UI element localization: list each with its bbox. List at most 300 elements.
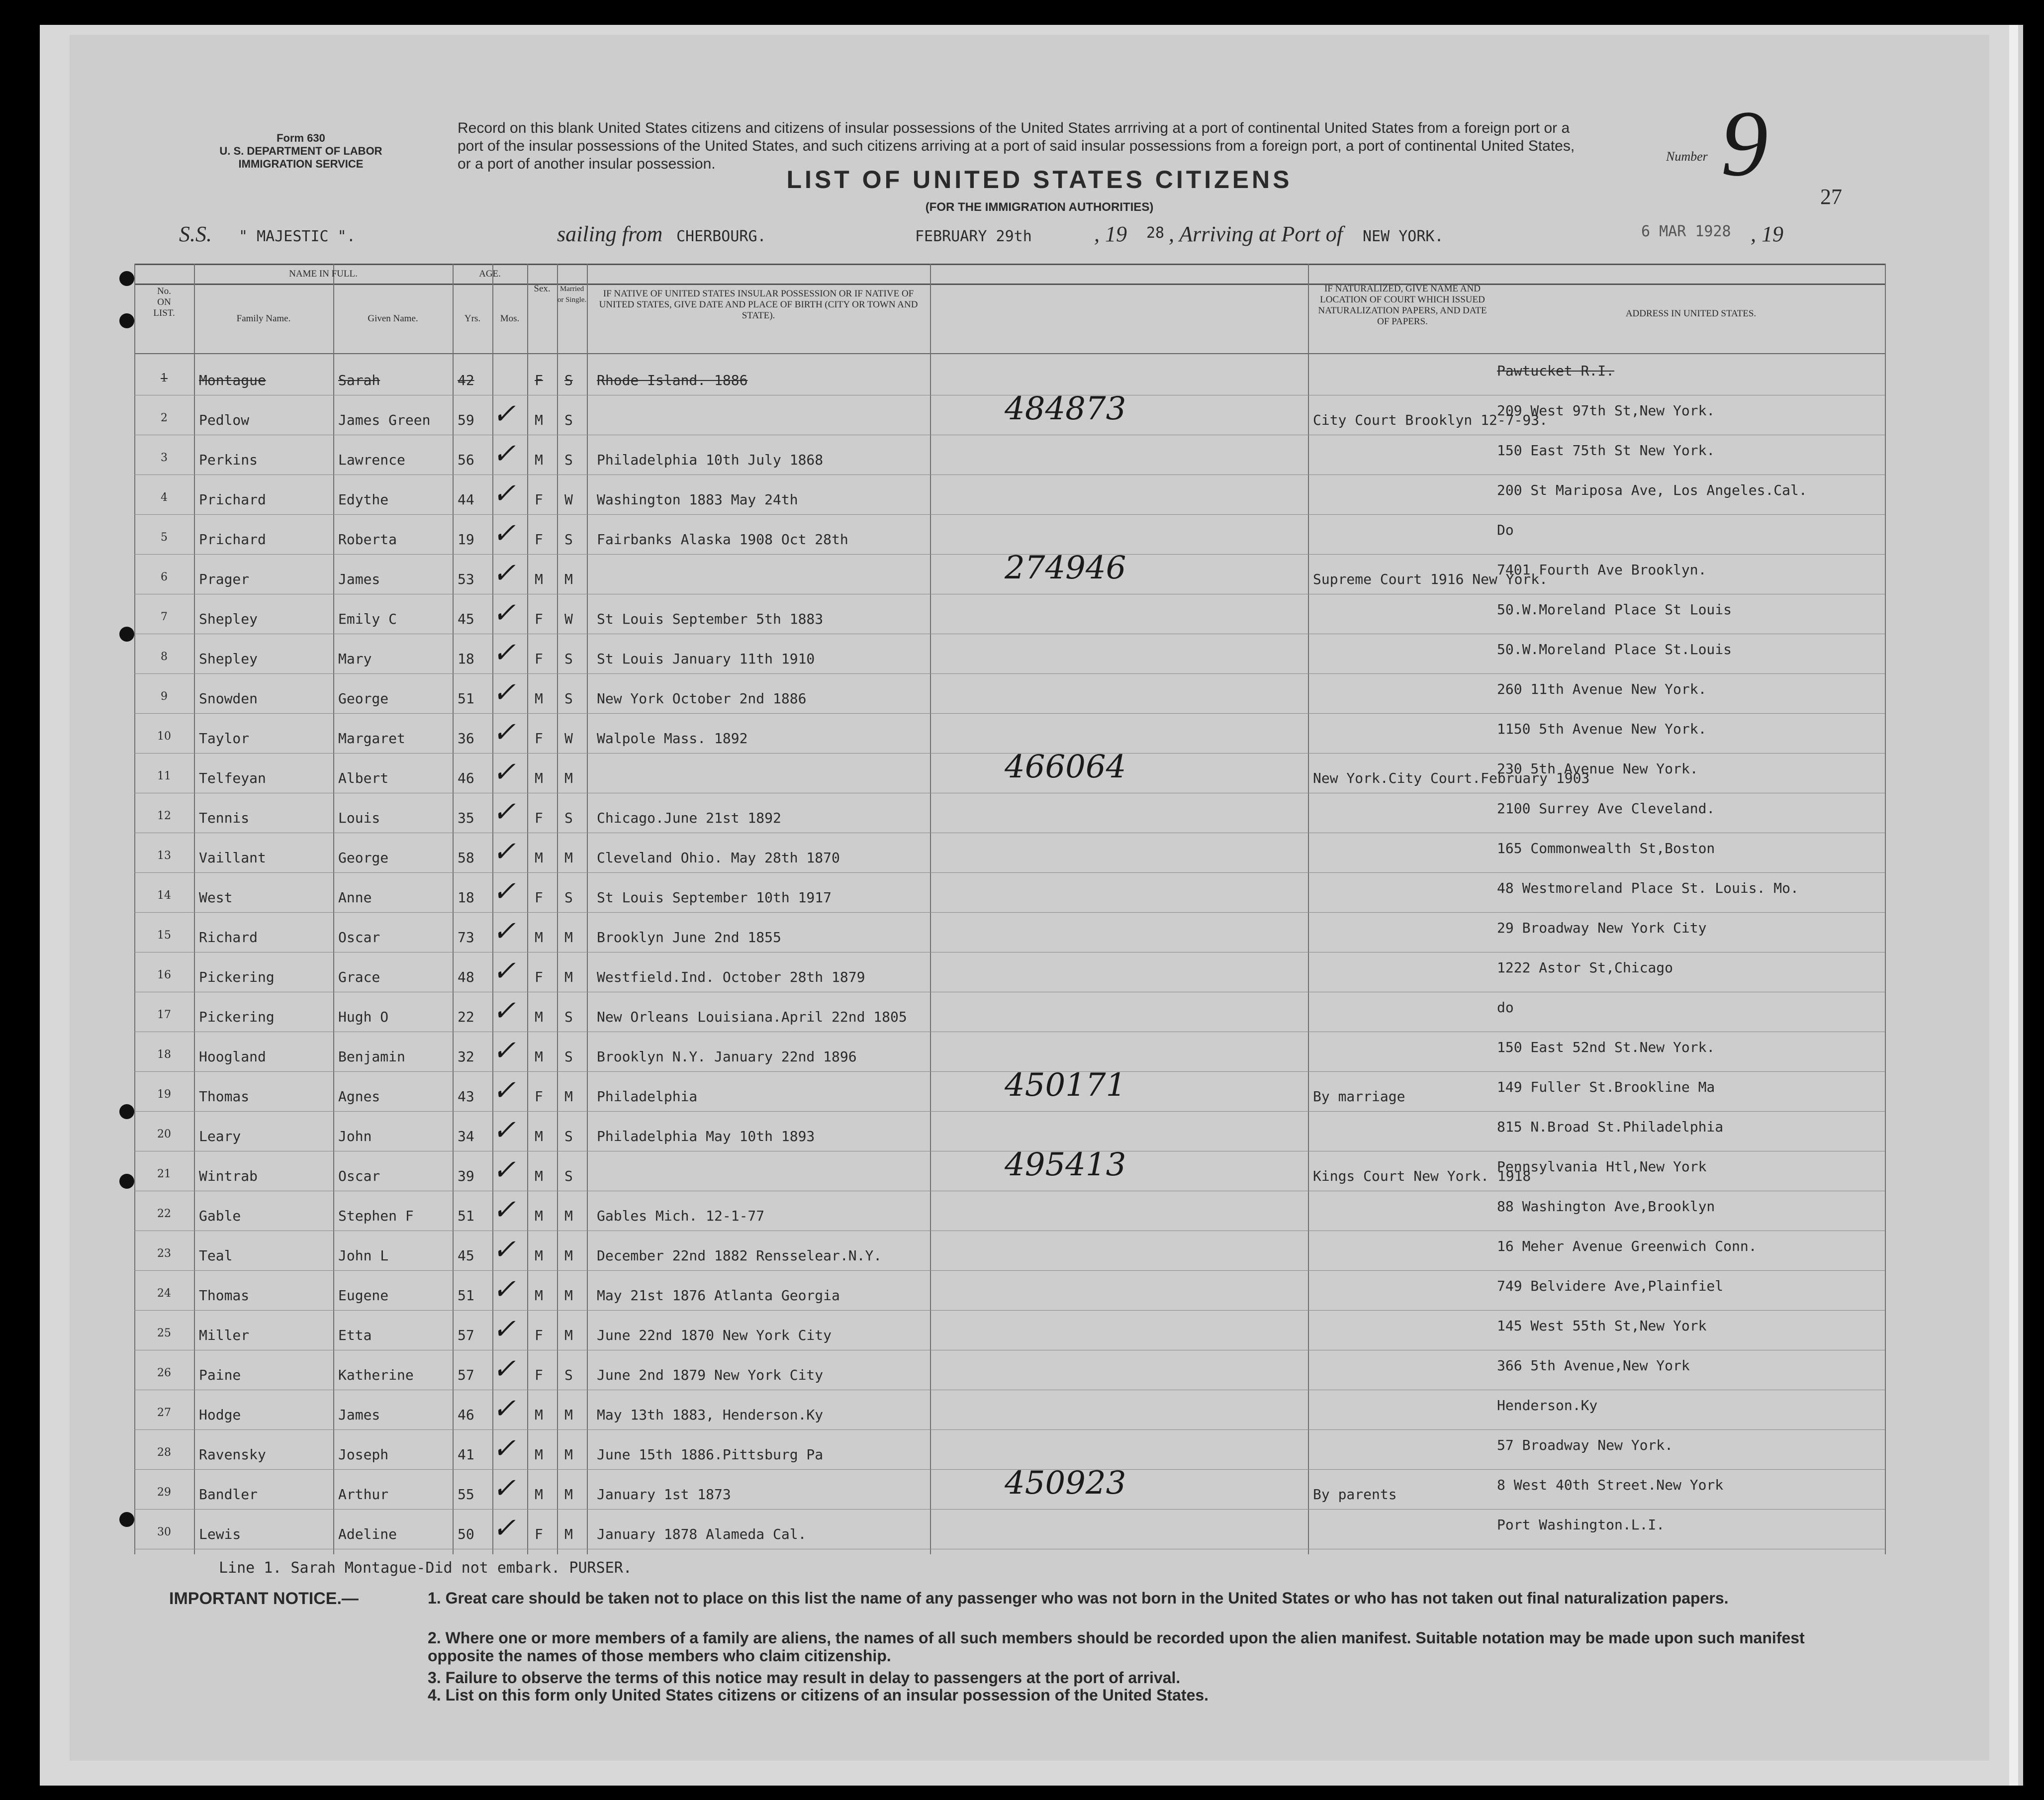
table-row — [134, 597, 1885, 632]
given-name: Mary — [338, 651, 372, 667]
table-row — [134, 796, 1885, 831]
us-address: 7401 Fourth Ave Brooklyn. — [1497, 562, 1707, 578]
check-mark-icon: ✓ — [492, 756, 516, 788]
marital-status: W — [564, 730, 573, 747]
given-name: Edythe — [338, 491, 389, 508]
marital-status: M — [564, 1526, 573, 1542]
given-name: Grace — [338, 969, 380, 985]
birth-place-date: New York October 2nd 1886 — [597, 690, 807, 707]
us-address: 57 Broadway New York. — [1497, 1437, 1673, 1453]
naturalization-court: New York.City Court.February 1903 — [1313, 770, 1590, 786]
birth-place-date: St Louis September 10th 1917 — [597, 889, 832, 906]
year-value: 28 — [1146, 224, 1165, 242]
notice-label: IMPORTANT NOTICE.— — [169, 1589, 359, 1608]
row-number: 18 — [157, 1048, 171, 1061]
col-age: AGE. — [479, 269, 501, 279]
family-name: Telfeyan — [199, 770, 266, 786]
given-name: George — [338, 690, 389, 707]
col-address: ADDRESS IN UNITED STATES. — [1625, 308, 1757, 319]
age-years: 46 — [458, 770, 474, 786]
age-years: 18 — [458, 651, 474, 667]
given-name: Emily C — [338, 611, 397, 627]
row-number: 5 — [161, 531, 168, 544]
family-name: Prager — [199, 571, 250, 587]
naturalization-court: By marriage — [1313, 1088, 1405, 1105]
table-row — [134, 1313, 1885, 1348]
table-row — [134, 915, 1885, 950]
table-row — [134, 1194, 1885, 1229]
check-mark-icon: ✓ — [492, 836, 516, 868]
given-name: Joseph — [338, 1446, 389, 1463]
table-row — [134, 1146, 1885, 1189]
birth-place-date: Washington 1883 May 24th — [597, 491, 798, 508]
page-number: 27 — [1820, 185, 1842, 209]
footnote-line: Line 1. Sarah Montague-Did not embark. PURSER. — [219, 1559, 632, 1577]
table-row — [134, 716, 1885, 751]
sex: M — [535, 1009, 543, 1025]
row-divider — [134, 673, 1885, 674]
row-number: 23 — [157, 1247, 171, 1260]
arriving-label: , Arriving at Port of — [1169, 222, 1343, 246]
row-number: 27 — [157, 1407, 171, 1419]
row-divider — [134, 912, 1885, 913]
marital-status: S — [564, 412, 573, 428]
handwritten-cert-number: 450171 — [1005, 1067, 1126, 1104]
birth-place-date: January 1878 Alameda Cal. — [597, 1526, 807, 1542]
marital-status: S — [564, 1367, 573, 1383]
row-number: 9 — [161, 690, 168, 703]
family-name: Thomas — [199, 1287, 250, 1304]
age-years: 44 — [458, 491, 474, 508]
us-address: 88 Washington Ave,Brooklyn — [1497, 1198, 1715, 1215]
birth-place-date: May 13th 1883, Henderson.Ky — [597, 1407, 824, 1423]
check-mark-icon: ✓ — [492, 796, 516, 828]
check-mark-icon: ✓ — [492, 557, 516, 589]
date-stamp: 6 MAR 1928 — [1641, 223, 1731, 240]
table-row — [134, 1233, 1885, 1268]
check-mark-icon: ✓ — [492, 517, 516, 550]
row-number: 20 — [157, 1128, 171, 1140]
us-address: 209 West 97th St,New York. — [1497, 402, 1715, 419]
given-name: Stephen F — [338, 1208, 414, 1224]
row-number: 24 — [157, 1287, 171, 1300]
check-mark-icon: ✓ — [492, 438, 516, 470]
us-address: 16 Meher Avenue Greenwich Conn. — [1497, 1238, 1757, 1254]
age-years: 57 — [458, 1367, 474, 1383]
sex: F — [535, 889, 543, 906]
us-address: 50.W.Moreland Place St Louis — [1497, 601, 1732, 618]
sex: M — [535, 850, 543, 866]
family-name: Hoogland — [199, 1048, 266, 1065]
marital-status: S — [564, 889, 573, 906]
sex: M — [535, 1407, 543, 1423]
us-address: Port Washington.L.I. — [1497, 1516, 1665, 1533]
birth-place-date: June 22nd 1870 New York City — [597, 1327, 832, 1343]
given-name: John L — [338, 1247, 389, 1264]
row-divider — [134, 474, 1885, 475]
row-divider — [134, 872, 1885, 873]
us-address: 8 West 40th Street.New York — [1497, 1477, 1724, 1493]
birth-place-date: St Louis September 5th 1883 — [597, 611, 824, 627]
given-name: Benjamin — [338, 1048, 405, 1065]
marital-status: M — [564, 929, 573, 946]
birth-place-date: January 1st 1873 — [597, 1486, 731, 1503]
family-name: Lewis — [199, 1526, 241, 1542]
us-address: 2100 Surrey Ave Cleveland. — [1497, 800, 1715, 817]
table-row — [134, 358, 1885, 393]
marital-status: M — [564, 1486, 573, 1503]
col-no: No. ON LIST. — [153, 286, 175, 318]
check-mark-icon: ✓ — [492, 1035, 516, 1067]
given-name: John — [338, 1128, 372, 1144]
sex: M — [535, 929, 543, 946]
given-name: Oscar — [338, 1168, 380, 1184]
birth-place-date: Philadelphia 10th July 1868 — [597, 452, 824, 468]
year-label: , 19 — [1094, 222, 1127, 246]
given-name: James — [338, 571, 380, 587]
row-number: 29 — [157, 1486, 171, 1499]
family-name: Paine — [199, 1367, 241, 1383]
us-address: 29 Broadway New York City — [1497, 920, 1707, 936]
birth-place-date: St Louis January 11th 1910 — [597, 651, 815, 667]
check-mark-icon: ✓ — [492, 1512, 516, 1544]
us-address: 165 Commonwealth St,Boston — [1497, 840, 1715, 856]
us-address: Do — [1497, 522, 1514, 538]
sex: F — [535, 1088, 543, 1105]
given-name: George — [338, 850, 389, 866]
family-name: Prichard — [199, 531, 266, 548]
table-row — [134, 1393, 1885, 1427]
given-name: James Green — [338, 412, 431, 428]
marital-status: M — [564, 1327, 573, 1343]
marital-status: S — [564, 690, 573, 707]
notice-item-4: 4. List on this form only United States citizens or citizens of an insular possession of the United States. — [428, 1686, 1209, 1704]
us-address: 366 5th Avenue,New York — [1497, 1357, 1690, 1374]
family-name: Leary — [199, 1128, 241, 1144]
age-years: 45 — [458, 611, 474, 627]
birth-place-date: December 22nd 1882 Rensselear.N.Y. — [597, 1247, 882, 1264]
naturalization-court: By parents — [1313, 1486, 1397, 1503]
table-row — [134, 550, 1885, 592]
marital-status: S — [564, 651, 573, 667]
check-mark-icon: ✓ — [492, 1353, 516, 1385]
row-number: 1 — [161, 372, 168, 384]
birth-place-date: June 15th 1886.Pittsburg Pa — [597, 1446, 824, 1463]
check-mark-icon: ✓ — [492, 915, 516, 947]
row-divider — [134, 514, 1885, 515]
handwritten-cert-number: 466064 — [1005, 749, 1126, 785]
check-mark-icon: ✓ — [492, 1194, 516, 1226]
age-years: 57 — [458, 1327, 474, 1343]
table-row — [134, 1432, 1885, 1467]
row-divider — [134, 1270, 1885, 1271]
row-number: 3 — [161, 452, 168, 464]
check-mark-icon: ✓ — [492, 676, 516, 709]
marital-status: S — [564, 1009, 573, 1025]
birth-place-date: Gables Mich. 12-1-77 — [597, 1208, 765, 1224]
naturalization-court: Supreme Court 1916 New York. — [1313, 571, 1548, 587]
family-name: Prichard — [199, 491, 266, 508]
department-name: U. S. DEPARTMENT OF LABOR — [219, 145, 382, 157]
table-row — [134, 1353, 1885, 1388]
col-married: Married or Single. — [557, 285, 587, 304]
col-naturalized: IF NATURALIZED, GIVE NAME AND LOCATION OF COURT WHICH ISSUED NATURALIZATION PAPERS, AND DATE OF PAPERS. — [1318, 284, 1487, 327]
family-name: Wintrab — [199, 1168, 258, 1184]
check-mark-icon: ✓ — [492, 955, 516, 987]
age-years: 22 — [458, 1009, 474, 1025]
given-name: Arthur — [338, 1486, 389, 1503]
age-years: 35 — [458, 810, 474, 826]
check-mark-icon: ✓ — [492, 1074, 516, 1107]
birth-place-date: Philadelphia May 10th 1893 — [597, 1128, 815, 1144]
row-divider — [134, 1111, 1885, 1112]
us-address: 145 West 55th St,New York — [1497, 1318, 1707, 1334]
family-name: Gable — [199, 1208, 241, 1224]
sex: M — [535, 1287, 543, 1304]
age-years: 42 — [458, 372, 474, 388]
row-number: 13 — [157, 850, 171, 862]
age-years: 39 — [458, 1168, 474, 1184]
table-row — [134, 1114, 1885, 1149]
sailing-date: FEBRUARY 29th — [915, 228, 1032, 245]
birth-place-date: Cleveland Ohio. May 28th 1870 — [597, 850, 840, 866]
age-years: 46 — [458, 1407, 474, 1423]
check-mark-icon: ✓ — [492, 875, 516, 908]
row-number: 14 — [157, 889, 171, 902]
sex: M — [535, 1128, 543, 1144]
col-mos: Mos. — [500, 313, 520, 324]
service-name: IMMIGRATION SERVICE — [238, 158, 364, 170]
col-yrs: Yrs. — [464, 313, 481, 324]
row-divider — [134, 1429, 1885, 1430]
check-mark-icon: ✓ — [492, 995, 516, 1027]
given-name: James — [338, 1407, 380, 1423]
sex: M — [535, 1208, 543, 1224]
sex: M — [535, 1446, 543, 1463]
given-name: Roberta — [338, 531, 397, 548]
table-row — [134, 637, 1885, 671]
given-name: Albert — [338, 770, 389, 786]
birth-place-date: May 21st 1876 Atlanta Georgia — [597, 1287, 840, 1304]
row-number: 30 — [157, 1526, 171, 1538]
col-native: IF NATIVE OF UNITED STATES INSULAR POSSESSION OR IF NATIVE OF UNITED STATES, GIVE DATE AND PLACE OF BIRTH (CITY OR TOWN AND STATE). — [599, 288, 918, 321]
form-instructions: Record on this blank United States citizens and citizens of insular possessions of the United States arrriving at a port of continental United States from a foreign port or a port of the insular possessions of the United States, and such citizens arriving at a port of said insular possessions from a foreign port, a port of continental United States, or a port of another insular possession. — [458, 120, 1575, 172]
table-row — [134, 995, 1885, 1030]
given-name: Adeline — [338, 1526, 397, 1542]
row-number: 16 — [157, 969, 171, 981]
age-years: 48 — [458, 969, 474, 985]
given-name: Anne — [338, 889, 372, 906]
ss-label: S.S. — [179, 222, 212, 246]
us-address: 50.W.Moreland Place St.Louis — [1497, 641, 1732, 658]
col-given-name: Given Name. — [368, 313, 418, 324]
punch-hole — [119, 1512, 134, 1527]
sex: M — [535, 1247, 543, 1264]
given-name: Eugene — [338, 1287, 389, 1304]
passenger-table — [134, 264, 1885, 1554]
age-years: 56 — [458, 452, 474, 468]
row-number: 17 — [157, 1009, 171, 1021]
form-heading — [219, 132, 383, 171]
sex: M — [535, 1486, 543, 1503]
check-mark-icon: ✓ — [492, 1393, 516, 1425]
sex: F — [535, 1327, 543, 1343]
notice-item-2: 2. Where one or more members of a family are aliens, the names of all such members should be recorded upon the alien manifest. Suitable notation may be made upon such manifest opposite the names of those members who claim citizenship. — [428, 1629, 1805, 1665]
given-name: Agnes — [338, 1088, 380, 1105]
check-mark-icon: ✓ — [492, 1114, 516, 1146]
family-name: Vaillant — [199, 850, 266, 866]
check-mark-icon: ✓ — [492, 716, 516, 749]
marital-status: M — [564, 1287, 573, 1304]
age-years: 58 — [458, 850, 474, 866]
row-number: 7 — [161, 611, 168, 623]
us-address: 260 11th Avenue New York. — [1497, 681, 1707, 697]
marital-status: M — [564, 1208, 573, 1224]
sex: F — [535, 1367, 543, 1383]
family-name: Richard — [199, 929, 258, 946]
check-mark-icon: ✓ — [492, 1233, 516, 1266]
sex: F — [535, 651, 543, 667]
document-subtitle: (FOR THE IMMIGRATION AUTHORITIES) — [925, 200, 1154, 214]
row-number: 10 — [157, 730, 171, 743]
sex: M — [535, 770, 543, 786]
marital-status: M — [564, 1407, 573, 1423]
row-number: 4 — [161, 491, 168, 504]
table-row — [134, 438, 1885, 473]
family-name: Ravensky — [199, 1446, 266, 1463]
birth-place-date: Chicago.June 21st 1892 — [597, 810, 781, 826]
marital-status: S — [564, 452, 573, 468]
age-years: 51 — [458, 1287, 474, 1304]
marital-status: W — [564, 611, 573, 627]
row-number: 25 — [157, 1327, 171, 1339]
family-name: Snowden — [199, 690, 258, 707]
table-row — [134, 1035, 1885, 1069]
sex: F — [535, 611, 543, 627]
birth-place-date: New Orleans Louisiana.April 22nd 1805 — [597, 1009, 907, 1025]
table-row — [134, 1273, 1885, 1308]
sex: M — [535, 1168, 543, 1184]
age-years: 50 — [458, 1526, 474, 1542]
table-row — [134, 1512, 1885, 1547]
col-family-name: Family Name. — [236, 313, 291, 324]
family-name: Shepley — [199, 611, 258, 627]
row-number: 2 — [161, 412, 168, 424]
table-row — [134, 836, 1885, 870]
check-mark-icon: ✓ — [492, 1273, 516, 1306]
family-name: Hodge — [199, 1407, 241, 1423]
given-name: Etta — [338, 1327, 372, 1343]
check-mark-icon: ✓ — [492, 1154, 516, 1186]
given-name: Katherine — [338, 1367, 414, 1383]
given-name: Louis — [338, 810, 380, 826]
row-divider — [134, 1509, 1885, 1510]
manifest-sheet — [70, 35, 1989, 1761]
row-number: 6 — [161, 571, 168, 583]
age-years: 59 — [458, 412, 474, 428]
check-mark-icon: ✓ — [492, 1313, 516, 1345]
sex: M — [535, 571, 543, 587]
row-number: 19 — [157, 1088, 171, 1101]
row-number: 22 — [157, 1208, 171, 1220]
sex: M — [535, 1048, 543, 1065]
col-sex: Sex. — [534, 284, 551, 294]
family-name: Pickering — [199, 1009, 275, 1025]
col-name-in-full: NAME IN FULL. — [289, 269, 358, 279]
table-row — [134, 1465, 1885, 1507]
birth-place-date: Philadelphia — [597, 1088, 698, 1105]
us-address: do — [1497, 999, 1514, 1016]
birth-place-date: Walpole Mass. 1892 — [597, 730, 748, 747]
marital-status: M — [564, 1247, 573, 1264]
age-years: 34 — [458, 1128, 474, 1144]
naturalization-court: City Court Brooklyn 12-7-93. — [1313, 412, 1548, 428]
notice-item-3: 3. Failure to observe the terms of this notice may result in delay to passengers at the port of arrival. — [428, 1669, 1181, 1687]
age-years: 43 — [458, 1088, 474, 1105]
sex: F — [535, 969, 543, 985]
table-row — [134, 1067, 1885, 1109]
number-label: Number — [1666, 149, 1708, 164]
us-address: 749 Belvidere Ave,Plainfiel — [1497, 1278, 1724, 1294]
marital-status: M — [564, 969, 573, 985]
us-address: Henderson.Ky — [1497, 1397, 1598, 1414]
marital-status: S — [564, 531, 573, 548]
age-years: 53 — [458, 571, 474, 587]
sex: F — [535, 491, 543, 508]
age-years: 18 — [458, 889, 474, 906]
handwritten-cert-number: 484873 — [1005, 390, 1126, 427]
row-divider — [134, 1310, 1885, 1311]
marital-status: M — [564, 571, 573, 587]
marital-status: M — [564, 1446, 573, 1463]
us-address: 1150 5th Avenue New York. — [1497, 721, 1707, 737]
age-years: 73 — [458, 929, 474, 946]
notice-item-1: 1. Great care should be taken not to place on this list the name of any passenger who was not born in the United States or who has not taken out final naturalization papers. — [428, 1589, 1729, 1607]
birth-place-date: Brooklyn N.Y. January 22nd 1896 — [597, 1048, 857, 1065]
us-address: 200 St Mariposa Ave, Los Angeles.Cal. — [1497, 482, 1807, 498]
age-years: 32 — [458, 1048, 474, 1065]
port-from: CHERBOURG. — [676, 228, 766, 245]
year-label-2: , 19 — [1751, 222, 1783, 246]
table-row — [134, 955, 1885, 990]
check-mark-icon: ✓ — [492, 597, 516, 629]
marital-status: M — [564, 770, 573, 786]
ship-name: " MAJESTIC ". — [239, 228, 356, 245]
age-years: 51 — [458, 1208, 474, 1224]
check-mark-icon: ✓ — [492, 1472, 516, 1505]
handwritten-cert-number: 450923 — [1005, 1465, 1126, 1502]
punch-hole — [119, 627, 134, 642]
handwritten-cert-number: 274946 — [1005, 550, 1126, 586]
sex: M — [535, 690, 543, 707]
given-name: Hugh O — [338, 1009, 389, 1025]
sex: F — [535, 1526, 543, 1542]
birth-place-date: Brooklyn June 2nd 1855 — [597, 929, 781, 946]
marital-status: S — [564, 1128, 573, 1144]
age-years: 51 — [458, 690, 474, 707]
sailing-label: sailing from — [557, 222, 663, 246]
marital-status: S — [564, 1048, 573, 1065]
sex: F — [535, 531, 543, 548]
naturalization-court: Kings Court New York. 1918 — [1313, 1168, 1531, 1184]
age-years: 45 — [458, 1247, 474, 1264]
form-number: Form 630 — [277, 132, 325, 144]
age-years: 41 — [458, 1446, 474, 1463]
table-row — [134, 875, 1885, 910]
punch-hole — [119, 1174, 134, 1189]
family-name: Pickering — [199, 969, 275, 985]
us-address: 149 Fuller St.Brookline Ma — [1497, 1079, 1715, 1095]
